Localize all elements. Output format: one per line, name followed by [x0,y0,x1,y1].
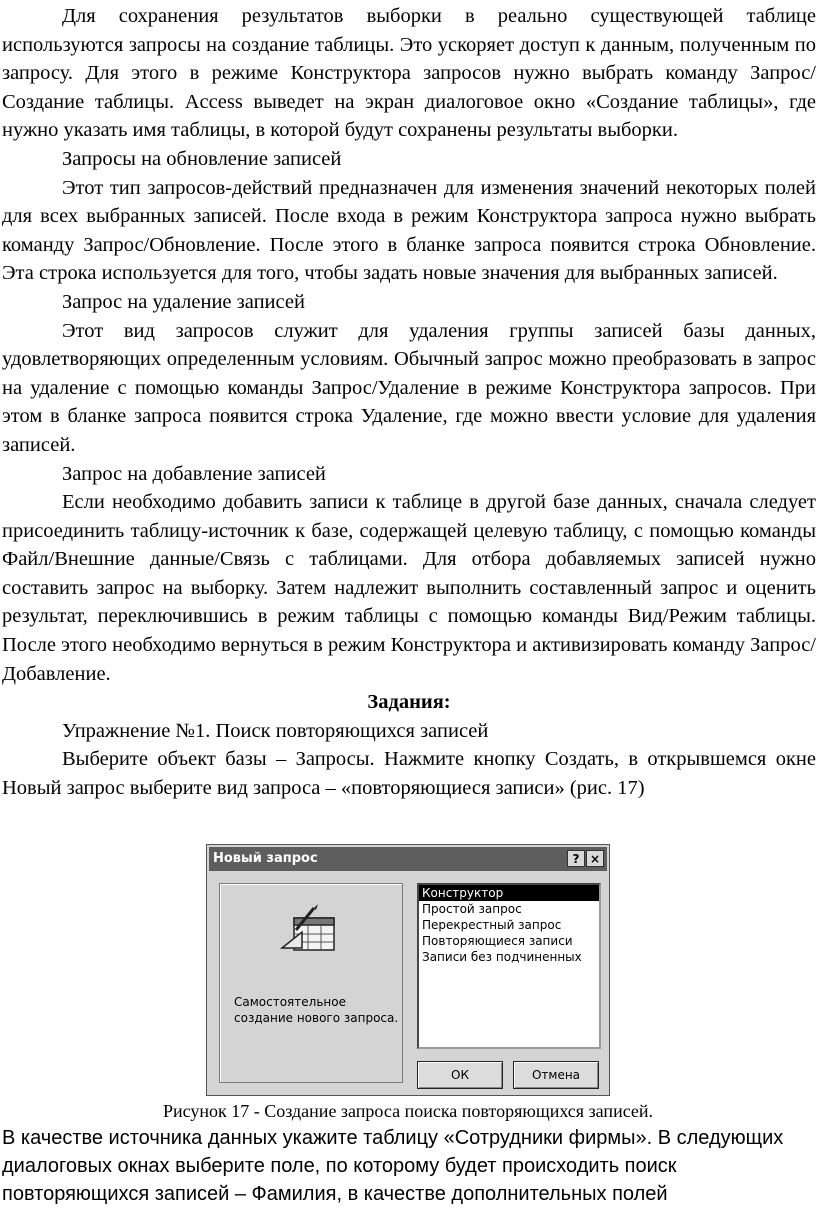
list-item-duplicate-records[interactable]: Повторяющиеся записи [422,934,573,948]
preview-pane [219,883,403,1083]
paragraph: Этот тип запросов-действий предназначен для изменения значений некоторых полей для всех выбранных записей. После входа в режим Конструктора запроса нужно выбрать команду Запрос/Обновление. После этого в бланке запроса появится строка Обновление. Эта строка используется для того, чтобы задать новые значения для выбранных записей. [2,176,816,285]
body-text-top [0,2,816,803]
new-query-dialog [206,844,610,1096]
dialog-description: Самостоятельное создание нового запроса. [234,995,399,1025]
paragraph: Если необходимо добавить записи к таблице в другой базе данных, сначала следует присоединить таблицу-источник к базе, содержащей целевую таблицу, с помощью команды Файл/Внешние данные/Связь с таблицами. Для отбора добавляемых записей нужно составить запрос на выборку. Затем надлежит выполнить составленный запрос и оценить результат, переключившись в режим таблицы с помощью команды Вид/Режим таблицы. После этого необходимо вернуться в режим Конструктора и активизировать команду Запрос/Добавление. [2,491,816,685]
ok-button[interactable]: ОК [417,1061,503,1089]
dialog-title-bar [209,847,607,871]
tasks-heading: Задания: [367,691,451,714]
figure-caption: Рисунок 17 - Создание запроса поиска повторяющихся записей. [162,1101,654,1121]
design-query-icon [280,902,340,958]
list-item-designer[interactable]: Конструктор [419,885,599,901]
cancel-button[interactable]: Отмена [513,1061,599,1089]
list-item-crosstab-query[interactable]: Перекрестный запрос [422,918,562,932]
bottom-paragraph: В качестве источника данных укажите таблицу «Сотрудники фирмы». В следующих диалоговых окнах выберите поле, по которому будет происходить поиск повторяющихся записей – Фамилия, в качестве дополнительных полей [2,1127,784,1205]
exercise-text: Выберите объект базы – Запросы. Нажмите кнопку Создать, в открывшемся окне Новый запрос выберите вид запроса – «повторяющиеся записи» (рис. 17) [2,748,816,800]
section-heading: Запрос на добавление записей [62,462,326,485]
help-button[interactable]: ? [567,850,585,867]
list-item-unmatched-records[interactable]: Записи без подчиненных [422,950,582,964]
close-button[interactable]: × [586,850,604,867]
exercise-title: Упражнение №1. Поиск повторяющихся записей [62,719,489,742]
paragraph: Для сохранения результатов выборки в реально существующей таблице используются запросы на создание таблицы. Это ускоряет доступ к данным, полученным по запросу. Для этого в режиме Конструктора запросов нужно выбрать команду Запрос/Создание таблицы. Access выведет на экран диалоговое окно «Создание таблицы», где нужно указать имя таблицы, в которой будут сохранены результаты выборки. [2,5,816,142]
dialog-title: Новый запрос [213,851,318,866]
query-type-list[interactable] [417,883,601,1049]
section-heading: Запрос на удаление записей [62,290,305,313]
list-item-simple-query[interactable]: Простой запрос [422,902,522,916]
paragraph: Этот вид запросов служит для удаления группы записей базы данных, удовлетворяющих определенным условиям. Обычный запрос можно преобразовать в запрос на удаление с помощью команды Запрос/Удаление в режиме Конструктора запросов. При этом в бланке запроса появится строка Удаление, где можно ввести условие для удаления записей. [2,319,816,456]
section-heading: Запросы на обновление записей [62,147,342,170]
